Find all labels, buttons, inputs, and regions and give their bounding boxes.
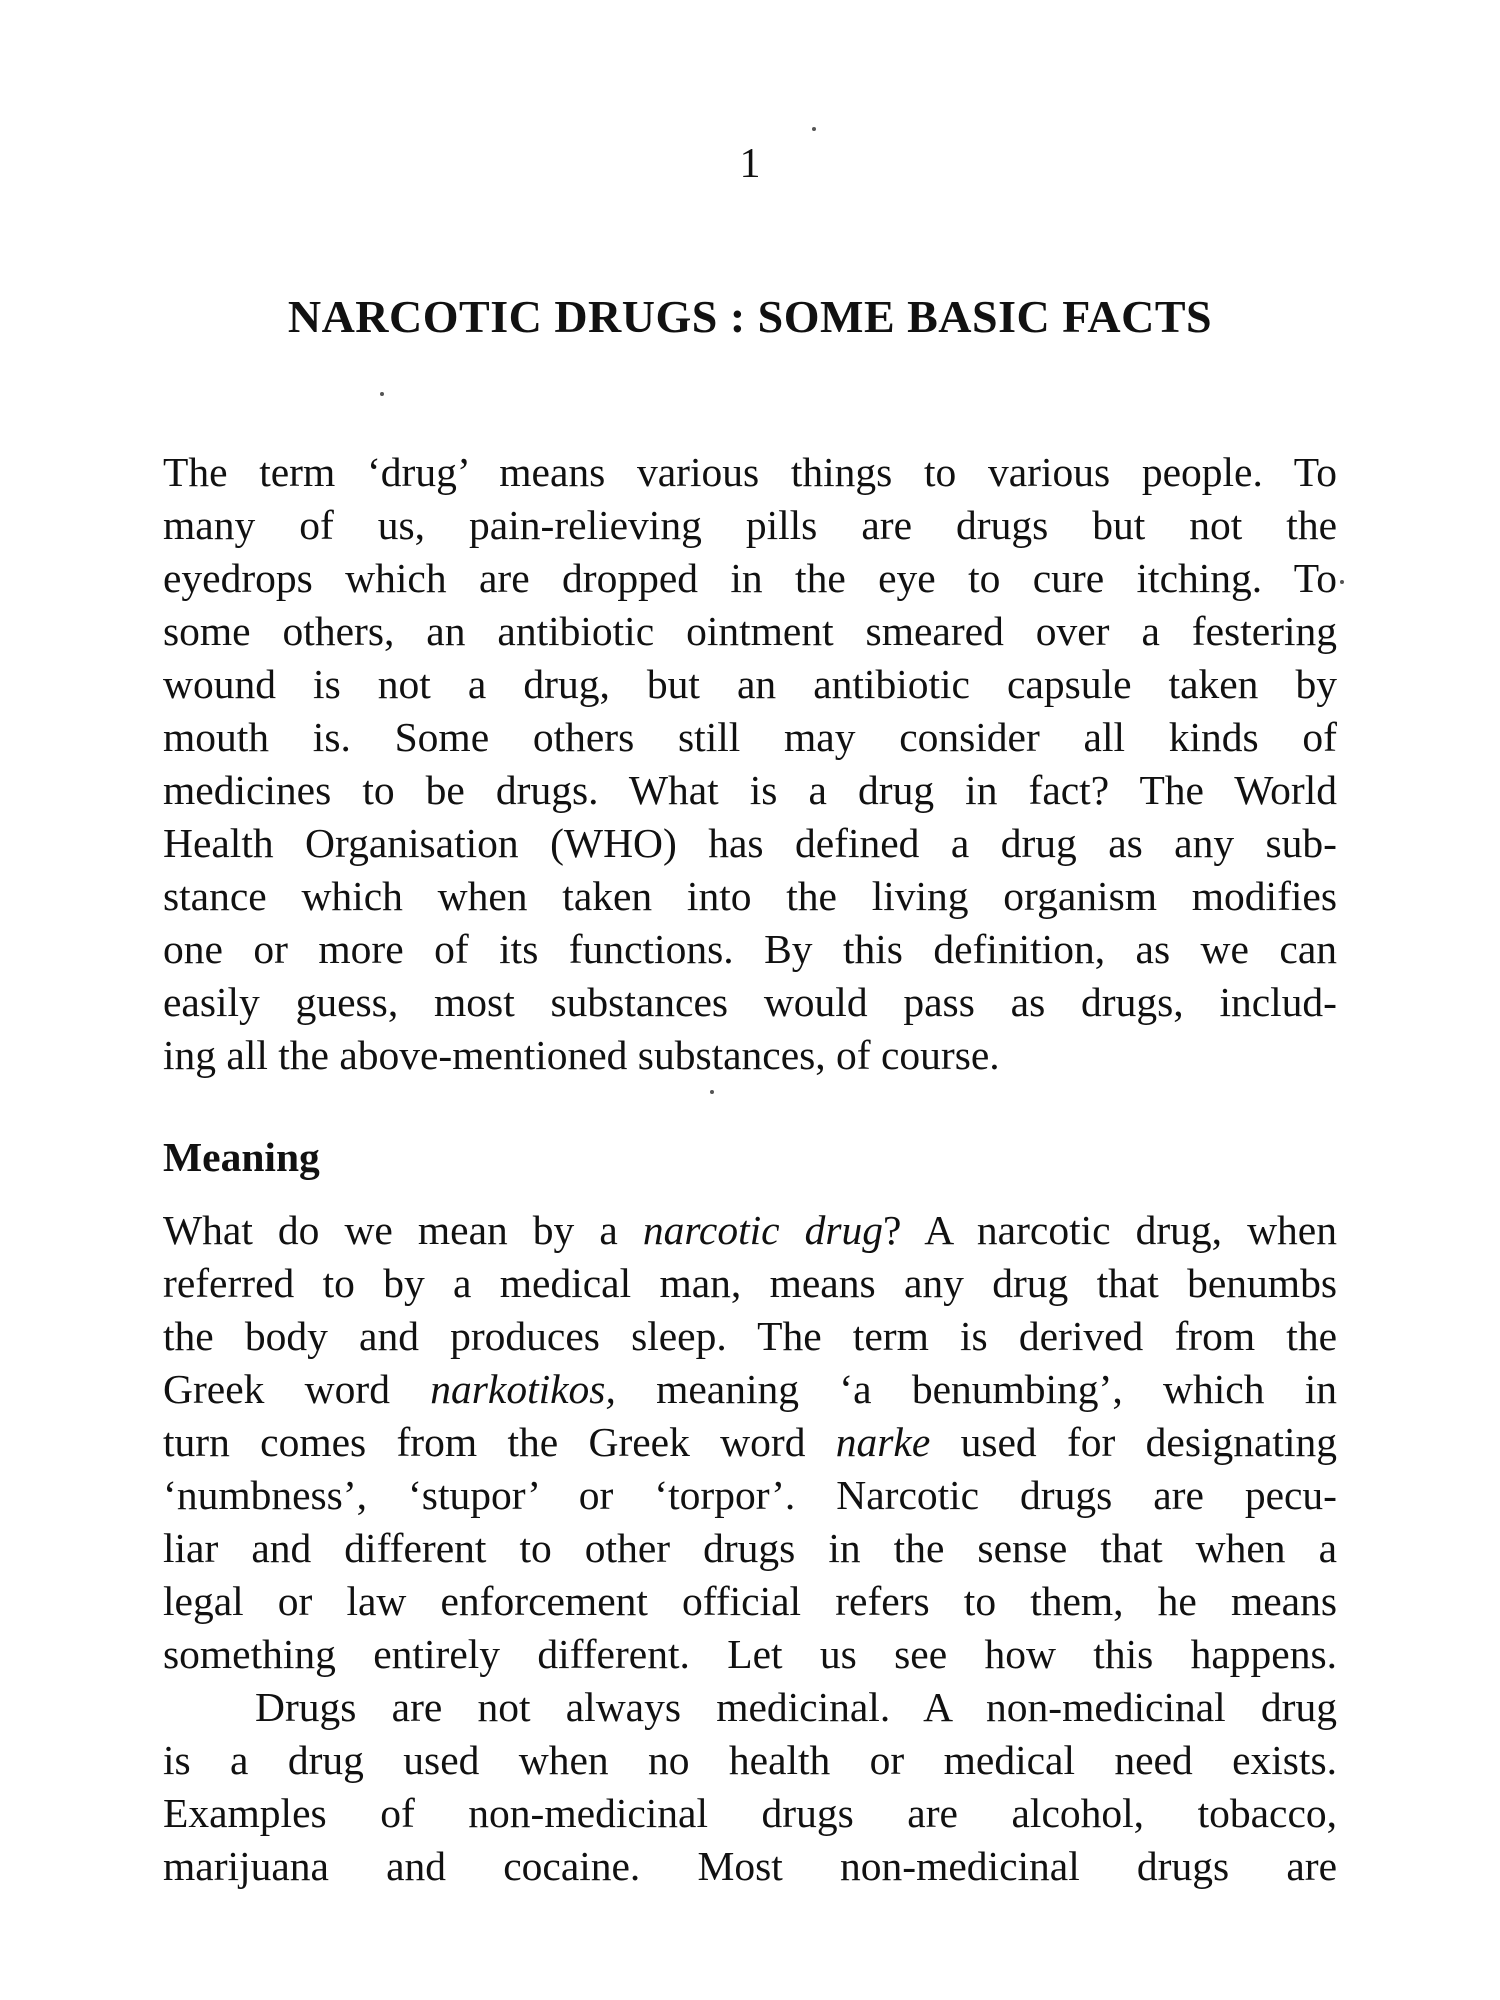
text-line: ‘numbness’, ‘stupor’ or ‘torpor’. Narcotic drugs are pecu- (163, 1472, 1337, 1518)
text-line: Drugs are not always medicinal. A non-medicinal drug (255, 1684, 1337, 1730)
text-line (163, 1416, 1337, 1469)
text-line (163, 1363, 1337, 1416)
text-line: many of us, pain-relieving pills are drugs but not the (163, 502, 1337, 548)
text-run: turn comes from the Greek word (163, 1419, 836, 1465)
meaning-paragraph (163, 1204, 1337, 1893)
italic-term: narcotic drug (642, 1207, 884, 1253)
italic-term: narkotikos, (430, 1366, 616, 1412)
text-line: some others, an antibiotic ointment smeared over a festering (163, 608, 1337, 654)
page-number: 1 (739, 141, 761, 187)
text-run: What do we mean by a (163, 1207, 643, 1253)
text-line: Health Organisation (WHO) has defined a drug as any sub- (163, 820, 1337, 866)
scan-speck (1340, 580, 1344, 584)
text-line: medicines to be drugs. What is a drug in fact? The World (163, 767, 1337, 813)
text-line: something entirely different. Let us see how this happens. (163, 1631, 1337, 1677)
text-line: stance which when taken into the living organism modifies (163, 873, 1337, 919)
chapter-title: NARCOTIC DRUGS : SOME BASIC FACTS (287, 291, 1213, 342)
text-line: legal or law enforcement official refers to them, he means (163, 1578, 1337, 1624)
text-line: referred to by a medical man, means any drug that benumbs (163, 1260, 1337, 1306)
text-line: marijuana and cocaine. Most non-medicinal drugs are (163, 1843, 1337, 1889)
text-line: the body and produces sleep. The term is derived from the (163, 1313, 1337, 1359)
text-line: one or more of its functions. By this definition, as we can (163, 926, 1337, 972)
intro-paragraph (163, 446, 1337, 1082)
text-line: is a drug used when no health or medical need exists. (163, 1737, 1337, 1783)
italic-term: narke (835, 1419, 931, 1465)
text-line: eyedrops which are dropped in the eye to cure itching. To (163, 555, 1337, 601)
text-run: meaning ‘a benumbing’, which in (615, 1366, 1338, 1412)
text-line: mouth is. Some others still may consider all kinds of (163, 714, 1337, 760)
text-line: liar and different to other drugs in the sense that when a (163, 1525, 1337, 1571)
section-heading-meaning: Meaning (163, 1134, 320, 1180)
scan-speck (380, 392, 384, 396)
scan-speck (710, 1090, 714, 1094)
text-run: used for designating (930, 1419, 1337, 1465)
text-run: ? A narcotic drug, when (883, 1207, 1337, 1253)
text-line: easily guess, most substances would pass as drugs, includ- (163, 979, 1337, 1025)
text-line (163, 1204, 1337, 1257)
text-line: The term ‘drug’ means various things to various people. To (163, 449, 1337, 495)
text-line: Examples of non-medicinal drugs are alcohol, tobacco, (163, 1790, 1337, 1836)
scan-speck (812, 127, 816, 131)
text-line: wound is not a drug, but an antibiotic capsule taken by (163, 661, 1337, 707)
text-line: ing all the above-mentioned substances, of course. (163, 1032, 1000, 1078)
text-run: Greek word (163, 1366, 431, 1412)
